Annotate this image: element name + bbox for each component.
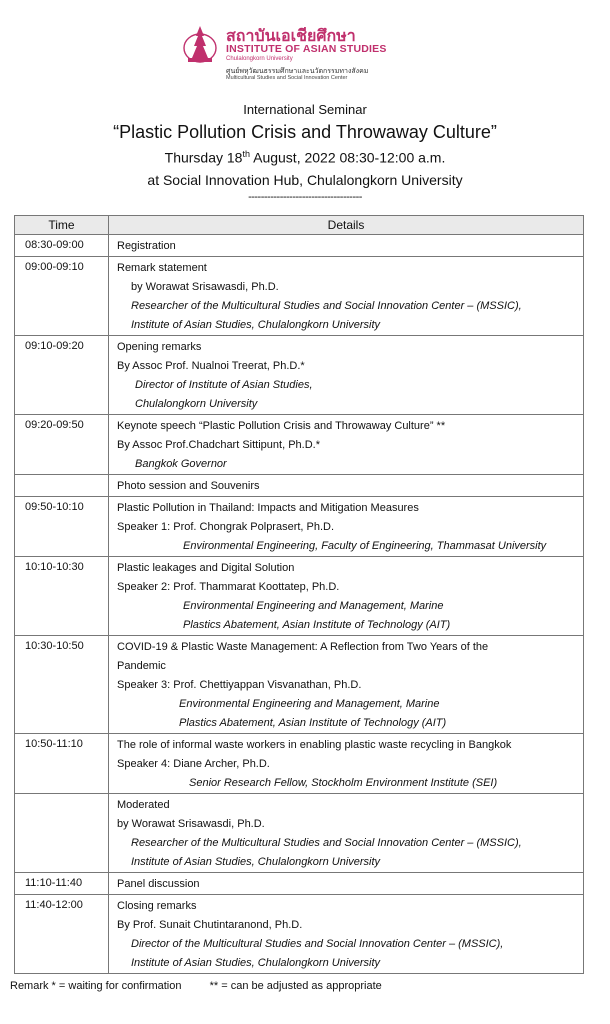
date-ordinal: th: [242, 149, 250, 159]
row-details: [109, 257, 584, 336]
agenda-item-title: Registration: [117, 240, 176, 252]
table-row: [15, 336, 584, 415]
row-details: [109, 794, 584, 873]
row-details: [109, 895, 584, 974]
center-name-thai: ศูนย์พหุวัฒนธรรมศึกษาและนวัตกรรมทางสังคม: [226, 68, 369, 75]
table-row: [15, 497, 584, 557]
row-time: 11:10-11:40: [15, 873, 109, 895]
agenda-item-title: Closing remarks: [117, 900, 197, 912]
header-time: Time: [15, 216, 109, 235]
table-header-row: [15, 216, 584, 235]
speaker-affiliation: Researcher of the Multicultural Studies and Social Innovation Center – (MSSIC),: [131, 837, 522, 849]
agenda-table: [14, 215, 584, 974]
speaker-affiliation: Institute of Asian Studies, Chulalongkorn University: [131, 319, 381, 331]
row-time: 08:30-09:00: [15, 235, 109, 257]
speaker-affiliation: Researcher of the Multicultural Studies and Social Innovation Center – (MSSIC),: [131, 300, 522, 312]
institute-name-thai: สถาบันเอเชียศึกษา: [226, 28, 356, 45]
date-rest: August, 2022 08:30-12:00 a.m.: [249, 149, 446, 166]
agenda-item-title: Plastic leakages and Digital Solution: [117, 562, 295, 574]
header-details: Details: [109, 216, 584, 235]
table-row: [15, 257, 584, 336]
speaker-name: Speaker 2: Prof. Thammarat Koottatep, Ph.D.: [117, 581, 340, 593]
speaker-name: By Assoc Prof.Chadchart Sittipunt, Ph.D.*: [117, 439, 320, 451]
table-row: [15, 475, 584, 497]
table-row: [15, 794, 584, 873]
speaker-affiliation: Plastics Abatement, Asian Institute of Technology (AIT): [179, 717, 447, 729]
row-time: 10:50-11:10: [15, 734, 109, 794]
speaker-affiliation: Director of Institute of Asian Studies,: [135, 379, 313, 391]
speaker-name: by Worawat Srisawasdi, Ph.D.: [131, 281, 279, 293]
agenda-item-title: Keynote speech “Plastic Pollution Crisis and Throwaway Culture” **: [117, 420, 446, 432]
event-type: International Seminar: [243, 102, 367, 117]
event-date: [0, 149, 610, 166]
speaker-affiliation: Bangkok Governor: [135, 458, 227, 470]
center-name-english: Multicultural Studies and Social Innovation Center: [226, 75, 348, 81]
row-time: 09:10-09:20: [15, 336, 109, 415]
speaker-affiliation: Chulalongkorn University: [135, 398, 258, 410]
table-row: [15, 235, 584, 257]
agenda-item-title: Photo session and Souvenirs: [117, 480, 260, 492]
agenda-item-title: Moderated: [117, 799, 170, 811]
agenda-item-title: COVID-19 & Plastic Waste Management: A Reflection from Two Years of the: [117, 641, 489, 653]
table-row: [15, 636, 584, 734]
row-details: [109, 415, 584, 475]
row-details: [109, 557, 584, 636]
speaker-affiliation: Plastics Abatement, Asian Institute of Technology (AIT): [183, 619, 451, 631]
event-venue: at Social Innovation Hub, Chulalongkorn University: [147, 172, 463, 188]
divider-line: ------------------------------------: [248, 191, 362, 203]
speaker-name: By Prof. Sunait Chutintaranond, Ph.D.: [117, 919, 303, 931]
row-time: 09:50-10:10: [15, 497, 109, 557]
agenda-item-title: The role of informal waste workers in enabling plastic waste recycling in Bangkok: [117, 739, 512, 751]
speaker-affiliation: Environmental Engineering and Management, Marine: [183, 600, 444, 612]
agenda-item-title: Plastic Pollution in Thailand: Impacts and Mitigation Measures: [117, 502, 419, 514]
agenda-item-title-cont: Pandemic: [117, 660, 166, 672]
speaker-affiliation: Institute of Asian Studies, Chulalongkorn University: [131, 856, 381, 868]
speaker-affiliation: Senior Research Fellow, Stockholm Environment Institute (SEI): [189, 777, 498, 789]
row-details: [109, 336, 584, 415]
speaker-affiliation: Environmental Engineering, Faculty of Engineering, Thammasat University: [183, 540, 547, 552]
remark-single-asterisk: Remark * = waiting for confirmation: [10, 980, 182, 992]
institute-name-english: INSTITUTE OF ASIAN STUDIES: [226, 43, 387, 55]
agenda-item-title: Remark statement: [117, 262, 207, 274]
speaker-name: Speaker 4: Diane Archer, Ph.D.: [117, 758, 270, 770]
table-row: [15, 873, 584, 895]
row-time: 09:00-09:10: [15, 257, 109, 336]
institute-logo: [182, 22, 422, 94]
university-name: Chulalongkorn University: [226, 56, 293, 62]
row-details: [109, 873, 584, 895]
row-time: [15, 475, 109, 497]
chulalongkorn-seal-icon: [182, 24, 218, 64]
row-time: 10:10-10:30: [15, 557, 109, 636]
speaker-affiliation: Environmental Engineering and Management, Marine: [179, 698, 440, 710]
speaker-affiliation: Institute of Asian Studies, Chulalongkorn University: [131, 957, 381, 969]
row-time: 11:40-12:00: [15, 895, 109, 974]
row-details: [109, 636, 584, 734]
table-row: [15, 734, 584, 794]
agenda-item-title: Opening remarks: [117, 341, 202, 353]
speaker-name: By Assoc Prof. Nualnoi Treerat, Ph.D.*: [117, 360, 305, 372]
row-details: [109, 497, 584, 557]
speaker-affiliation: Director of the Multicultural Studies and Social Innovation Center – (MSSIC),: [131, 938, 504, 950]
table-row: [15, 415, 584, 475]
remark-footnote: [10, 980, 382, 992]
seminar-title: “Plastic Pollution Crisis and Throwaway Culture”: [113, 122, 497, 142]
speaker-name: by Worawat Srisawasdi, Ph.D.: [117, 818, 265, 830]
speaker-name: Speaker 1: Prof. Chongrak Polprasert, Ph.D.: [117, 521, 335, 533]
table-row: [15, 895, 584, 974]
row-details: [109, 734, 584, 794]
row-time: 10:30-10:50: [15, 636, 109, 734]
date-prefix: Thursday 18: [164, 149, 243, 166]
remark-double-asterisk: ** = can be adjusted as appropriate: [209, 980, 382, 992]
agenda-item-title: Panel discussion: [117, 878, 200, 890]
row-details: [109, 235, 584, 257]
row-details: [109, 475, 584, 497]
table-row: [15, 557, 584, 636]
speaker-name: Speaker 3: Prof. Chettiyappan Visvanathan, Ph.D.: [117, 679, 362, 691]
row-time: [15, 794, 109, 873]
row-time: 09:20-09:50: [15, 415, 109, 475]
